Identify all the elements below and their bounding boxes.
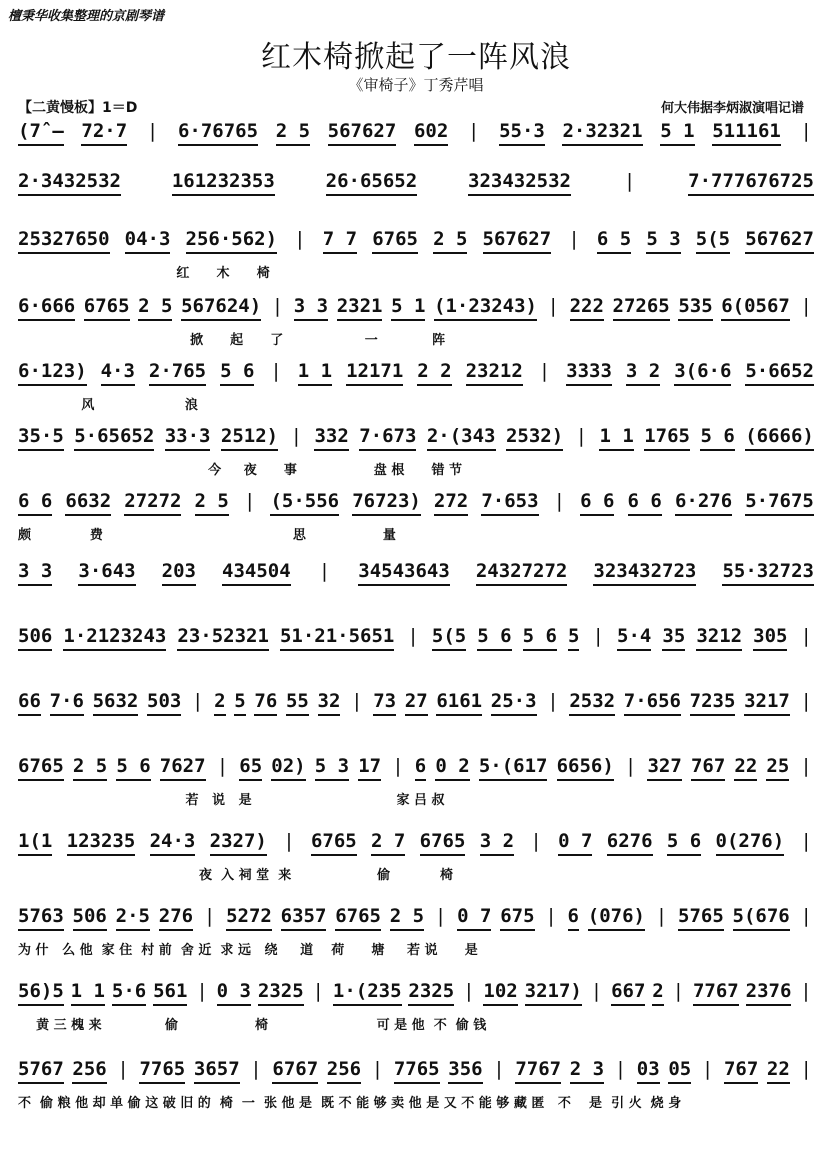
note-group: 5 1 — [660, 120, 694, 148]
note-group: 5 6 — [667, 830, 701, 858]
note-group: 3 2 — [480, 830, 514, 858]
collection-caption: 檀秉华收集整理的京剧琴谱 — [8, 9, 165, 24]
note-group: 6·666 — [18, 295, 75, 323]
score-title: 红木椅掀起了一阵风浪 — [261, 40, 571, 75]
note-group: 27265 — [613, 295, 670, 323]
note-group: (1·23243) — [434, 295, 537, 323]
note-group: 511161 — [712, 120, 781, 148]
score-line — [18, 228, 814, 256]
note-group: 73 — [373, 690, 396, 718]
barline: | — [196, 980, 208, 1002]
note-group: 3·643 — [78, 560, 135, 588]
barline: | — [672, 980, 685, 1002]
score-line — [18, 490, 814, 518]
lyrics-line: 红 木 椅 — [18, 266, 270, 281]
note-group: 2532) — [506, 425, 563, 453]
lyrics-line — [18, 204, 814, 222]
note-group: 35 — [662, 625, 685, 653]
note-group: 2 5 — [276, 120, 310, 148]
barline: | — [407, 625, 419, 647]
note-group: 7·673 — [359, 425, 416, 453]
note-group: 5 6 — [116, 755, 150, 783]
barline: | — [243, 490, 256, 512]
barline: | — [614, 1058, 627, 1080]
note-group: 2 3 — [570, 1058, 604, 1086]
score-line — [18, 1058, 814, 1086]
note-group: 3212 — [696, 625, 742, 653]
note-group: 7235 — [690, 690, 736, 718]
barline: | — [547, 295, 559, 317]
note-group: 2 5 — [390, 905, 424, 933]
note-group: 6656) — [557, 755, 614, 783]
note-group: 3217 — [744, 690, 790, 718]
note-group: 25327650 — [18, 228, 110, 256]
note-group: 3217) — [525, 980, 582, 1008]
note-group: 6632 — [65, 490, 111, 518]
lyrics-line — [18, 724, 814, 742]
note-group: 5(5 — [432, 625, 466, 653]
note-group: 55·3 — [499, 120, 545, 148]
barline: | — [800, 1058, 812, 1080]
note-group: 04·3 — [125, 228, 171, 256]
score-line — [18, 755, 814, 783]
lyrics-line: 颇 费 思 量 — [18, 528, 396, 543]
note-group: 6·123) — [18, 360, 87, 388]
note-group: 123235 — [67, 830, 136, 858]
note-group: 1·2123243 — [63, 625, 166, 653]
note-group: 0 7 — [457, 905, 491, 933]
note-group: 76723) — [352, 490, 421, 518]
note-group: 6765 — [372, 228, 418, 256]
barline: | — [800, 755, 812, 777]
note-group: 3 2 — [626, 360, 660, 388]
note-group: 65 — [239, 755, 262, 783]
barline: | — [351, 690, 363, 712]
note-group: 34543643 — [358, 560, 450, 588]
note-group: 3 3 — [18, 560, 52, 588]
barline: | — [800, 120, 812, 142]
note-group: 5 6 — [523, 625, 557, 653]
note-group: 26·65652 — [326, 170, 418, 198]
note-group: 5 1 — [391, 295, 425, 323]
note-group: 356 — [448, 1058, 482, 1086]
note-group: 1(1 — [18, 830, 52, 858]
note-group: 5 6 — [700, 425, 734, 453]
score-line — [18, 120, 814, 148]
barline: | — [392, 755, 404, 777]
note-group: 667 — [611, 980, 645, 1008]
note-group: 434504 — [222, 560, 291, 588]
note-group: 256·562) — [186, 228, 278, 256]
lyrics-line: 掀 起 了 一 阵 — [18, 333, 446, 348]
note-group: 72·7 — [81, 120, 127, 148]
note-group: 6765 — [311, 830, 357, 858]
note-group: 5·65652 — [74, 425, 154, 453]
note-group: 2·3432532 — [18, 170, 121, 198]
barline: | — [592, 625, 604, 647]
note-group: 276 — [159, 905, 193, 933]
note-group: 323432532 — [468, 170, 571, 198]
note-group: 5765 — [678, 905, 724, 933]
note-group: 5 — [568, 625, 579, 653]
note-group: 6765 — [420, 830, 466, 858]
barline: | — [312, 980, 324, 1002]
lyrics-line: 不 偷 粮 他 却 单 偷 这 破 旧 的 椅 一 张 他 是 既 不 能 够 卖 他 是 又 不 能 够 藏 匿 不 是 引 火 烧 身 — [18, 1096, 682, 1111]
note-group: 2·5 — [116, 905, 150, 933]
barline: | — [800, 830, 812, 852]
note-group: 5·(617 — [479, 755, 548, 783]
note-group: 567627 — [483, 228, 552, 256]
note-group: 02) — [271, 755, 305, 783]
note-group: 6 6 — [18, 490, 52, 518]
note-group: 4·3 — [101, 360, 135, 388]
note-group: 76 — [254, 690, 277, 718]
note-group: 6·76765 — [178, 120, 258, 148]
score-line — [18, 425, 814, 453]
note-group: 2 7 — [371, 830, 405, 858]
lyrics-line: 风 浪 — [18, 398, 198, 413]
note-group: 7767 — [515, 1058, 561, 1086]
score-line — [18, 830, 814, 858]
note-group: 33·3 — [165, 425, 211, 453]
note-group: 27 — [405, 690, 428, 718]
note-group: 7 7 — [323, 228, 357, 256]
score-line — [18, 690, 814, 718]
note-group: 7765 — [139, 1058, 185, 1086]
note-group: 1 1 — [298, 360, 332, 388]
note-group: 2·(343 — [427, 425, 496, 453]
note-group: (076) — [588, 905, 645, 933]
note-group: 2 5 — [433, 228, 467, 256]
barline: | — [530, 830, 542, 852]
note-group: 102 — [483, 980, 517, 1008]
lyrics-line: 若 说 是 家 吕 叔 — [18, 793, 445, 808]
note-group: 7·777676725 — [688, 170, 814, 198]
score-line — [18, 625, 814, 653]
barline: | — [800, 980, 812, 1002]
note-group: 6161 — [436, 690, 482, 718]
note-group: 2321 — [337, 295, 383, 323]
note-group: 1·(235 — [333, 980, 402, 1008]
note-group: 6765 — [18, 755, 64, 783]
note-group: 2 5 — [138, 295, 172, 323]
score-line — [18, 560, 814, 588]
note-group: 567627 — [328, 120, 397, 148]
note-group: 35·5 — [18, 425, 64, 453]
note-group: 6767 — [272, 1058, 318, 1086]
note-group: 24·3 — [150, 830, 196, 858]
note-group: 1 1 — [71, 980, 105, 1008]
note-group: 05 — [668, 1058, 691, 1086]
note-group: 6 — [415, 755, 426, 783]
note-group: 7627 — [160, 755, 206, 783]
note-group: (6666) — [745, 425, 814, 453]
barline: | — [538, 360, 551, 382]
barline: | — [117, 1058, 129, 1080]
lyrics-line — [18, 659, 814, 677]
note-group: 2 — [652, 980, 663, 1008]
barline: | — [800, 625, 812, 647]
note-group: 7·6 — [50, 690, 84, 718]
note-group: 6(0567 — [721, 295, 790, 323]
note-group: 5·6652 — [745, 360, 814, 388]
barline: | — [624, 755, 637, 777]
barline: | — [146, 120, 159, 142]
barline: | — [547, 690, 559, 712]
note-group: 03 — [637, 1058, 660, 1086]
note-group: 5 6 — [220, 360, 254, 388]
note-group: 327 — [647, 755, 681, 783]
lyrics-line — [18, 594, 814, 612]
note-group: 5(676 — [733, 905, 790, 933]
note-group: 25 — [766, 755, 789, 783]
barline: | — [553, 490, 566, 512]
note-group: 567627 — [745, 228, 814, 256]
note-group: 3 3 — [294, 295, 328, 323]
note-group: 0 3 — [217, 980, 251, 1008]
note-group: 222 — [570, 295, 604, 323]
note-group: 55·32723 — [722, 560, 814, 588]
barline: | — [493, 1058, 505, 1080]
note-group: 5 6 — [477, 625, 511, 653]
barline: | — [371, 1058, 384, 1080]
score-line — [18, 360, 814, 388]
note-group: 6765 — [84, 295, 130, 323]
note-group: 25·3 — [491, 690, 537, 718]
barline: | — [434, 905, 447, 927]
barline: | — [575, 425, 588, 447]
note-group: 305 — [753, 625, 787, 653]
note-group: 6276 — [607, 830, 653, 858]
note-group: 5 3 — [315, 755, 349, 783]
note-group: 2325 — [408, 980, 454, 1008]
barline: | — [270, 360, 282, 382]
barline: | — [250, 1058, 262, 1080]
barline: | — [463, 980, 475, 1002]
note-group: 2327) — [210, 830, 267, 858]
note-group: 767 — [724, 1058, 758, 1086]
barline: | — [545, 905, 557, 927]
note-group: 1 1 — [599, 425, 633, 453]
barline: | — [590, 980, 603, 1002]
note-group: (5·556 — [270, 490, 339, 518]
note-group: 6 6 — [628, 490, 662, 518]
barline: | — [203, 905, 216, 927]
note-group: 256 — [72, 1058, 106, 1086]
note-group: 32 — [318, 690, 341, 718]
note-group: 5272 — [226, 905, 272, 933]
barline: | — [623, 170, 636, 192]
note-group: 2532 — [569, 690, 615, 718]
note-group: 23·52321 — [177, 625, 269, 653]
note-group: 2325 — [258, 980, 304, 1008]
note-group: 7765 — [394, 1058, 440, 1086]
note-group: 506 — [18, 625, 52, 653]
note-group: 6765 — [335, 905, 381, 933]
note-group: 535 — [678, 295, 712, 323]
recorder-credit: 何大伟据李炳淑演唱记谱 — [660, 101, 804, 116]
barline: | — [216, 755, 229, 777]
note-group: 51·21·5651 — [280, 625, 394, 653]
note-group: 23212 — [466, 360, 523, 388]
note-group: 22 — [734, 755, 757, 783]
score-subtitle: 《审椅子》丁秀芹唱 — [348, 76, 484, 94]
note-group: 12171 — [346, 360, 403, 388]
note-group: 6 5 — [597, 228, 631, 256]
barline: | — [294, 228, 306, 250]
note-group: (7̂ – — [18, 120, 64, 148]
note-group: 6 6 — [580, 490, 614, 518]
barline: | — [800, 295, 812, 317]
note-group: 5763 — [18, 905, 64, 933]
note-group: 5·7675 — [745, 490, 814, 518]
score-line — [18, 170, 814, 198]
barline: | — [467, 120, 480, 142]
barline: | — [568, 228, 580, 250]
note-group: 3(6·6 — [674, 360, 731, 388]
note-group: 22 — [767, 1058, 790, 1086]
note-group: 561 — [153, 980, 187, 1008]
mode-key: 【二黄慢板】1＝D — [18, 100, 138, 116]
barline: | — [283, 830, 295, 852]
note-group: 767 — [691, 755, 725, 783]
lyrics-line: 为 什 么 他 家 住 村 前 舍 近 求 远 绕 道 荷 塘 若 说 是 — [18, 943, 478, 958]
barline: | — [800, 690, 812, 712]
note-group: 1765 — [644, 425, 690, 453]
note-group: 5·4 — [617, 625, 651, 653]
note-group: 602 — [414, 120, 448, 148]
barline: | — [192, 690, 204, 712]
note-group: 27272 — [124, 490, 181, 518]
note-group: 5(5 — [696, 228, 730, 256]
note-group: 203 — [162, 560, 196, 588]
note-group: 5·6 — [112, 980, 146, 1008]
note-group: 506 — [73, 905, 107, 933]
note-group: 5767 — [18, 1058, 64, 1086]
note-group: 272 — [434, 490, 468, 518]
barline: | — [318, 560, 331, 582]
note-group: 2·32321 — [562, 120, 642, 148]
note-group: 55 — [286, 690, 309, 718]
barline: | — [701, 1058, 714, 1080]
note-group: 3333 — [566, 360, 612, 388]
note-group: 2 5 — [73, 755, 107, 783]
barline: | — [271, 295, 284, 317]
note-group: 0 2 — [435, 755, 469, 783]
note-group: 17 — [358, 755, 381, 783]
note-group: 2 5 — [195, 490, 229, 518]
note-group: 0 7 — [558, 830, 592, 858]
lyrics-line: 黄 三 槐 来 偷 椅 可 是 他 不 偷 钱 — [18, 1018, 487, 1033]
note-group: 6357 — [281, 905, 327, 933]
barline: | — [290, 425, 303, 447]
note-group: 503 — [147, 690, 181, 718]
score-line — [18, 295, 814, 323]
score-line — [18, 980, 814, 1008]
note-group: 5632 — [93, 690, 139, 718]
note-group: 24327272 — [476, 560, 568, 588]
barline: | — [655, 905, 668, 927]
note-group: 2 — [214, 690, 225, 718]
note-group: 0(276) — [716, 830, 785, 858]
note-group: 7767 — [693, 980, 739, 1008]
note-group: 66 — [18, 690, 41, 718]
note-group: 6 — [568, 905, 579, 933]
lyrics-line: 今 夜 事 盘 根 错 节 — [18, 463, 463, 478]
note-group: 256 — [327, 1058, 361, 1086]
note-group: 567624) — [181, 295, 261, 323]
note-group: 5 3 — [646, 228, 680, 256]
note-group: 7·656 — [624, 690, 681, 718]
barline: | — [800, 905, 812, 927]
score-line — [18, 905, 814, 933]
note-group: 332 — [314, 425, 348, 453]
note-group: 3657 — [194, 1058, 240, 1086]
note-group: 6·276 — [675, 490, 732, 518]
note-group: 2 2 — [417, 360, 451, 388]
note-group: 161232353 — [172, 170, 275, 198]
note-group: 2·765 — [149, 360, 206, 388]
note-group: 675 — [500, 905, 534, 933]
note-group: 56)5 — [18, 980, 64, 1008]
note-group: 2512) — [221, 425, 278, 453]
note-group: 7·653 — [481, 490, 538, 518]
note-group: 5 — [234, 690, 245, 718]
note-group: 2376 — [746, 980, 792, 1008]
lyrics-line: 夜 入 祠 堂 来 偷 椅 — [18, 868, 453, 883]
note-group: 323432723 — [593, 560, 696, 588]
